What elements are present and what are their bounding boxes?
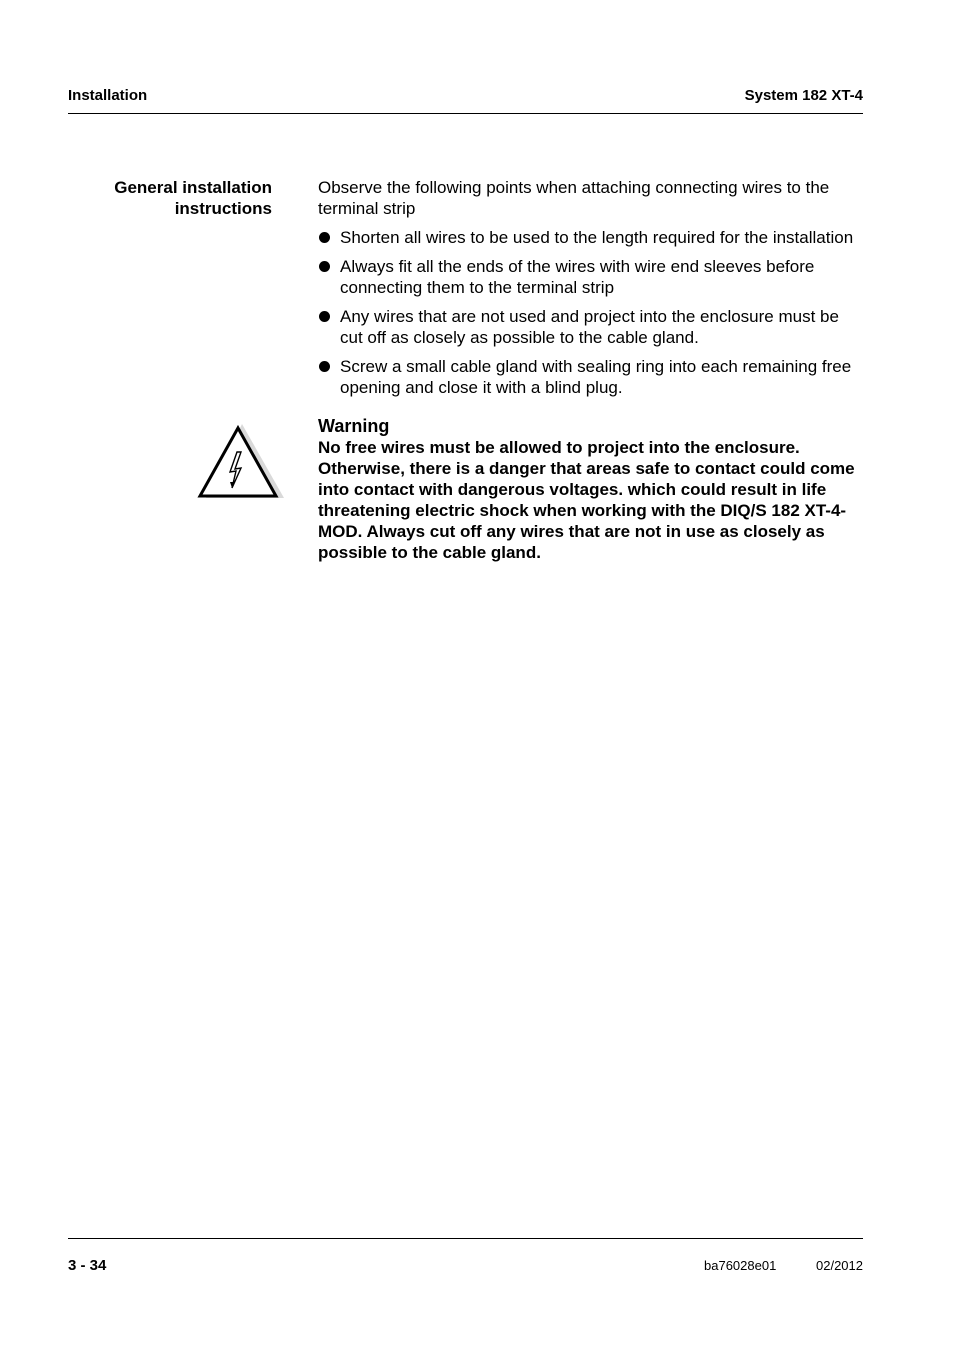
list-item-line: Shorten all wires to be used to the length required for the installation xyxy=(340,228,854,247)
list-item-line: opening and close it with a blind plug. xyxy=(340,378,623,397)
main-content xyxy=(318,177,868,406)
warning-line: into contact with dangerous voltages. which could result in life xyxy=(318,480,827,499)
intro-line: Observe the following points when attaching connecting wires to the xyxy=(318,178,830,197)
document-date: 02/2012 xyxy=(816,1258,863,1273)
side-heading xyxy=(52,177,272,219)
list-item xyxy=(318,256,868,298)
list-item-line: Screw a small cable gland with sealing ring into each remaining free xyxy=(340,357,852,376)
warning-title: Warning xyxy=(318,416,390,436)
header-product-name: System 182 XT-4 xyxy=(744,87,863,104)
bullet-icon xyxy=(319,311,330,322)
bullet-icon xyxy=(319,232,330,243)
side-heading-line: General installation xyxy=(114,178,272,197)
warning-line: threatening electric shock when working with the DIQ/S 182 XT-4- xyxy=(318,501,847,520)
warning-line: No free wires must be allowed to project into the enclosure. xyxy=(318,438,800,457)
side-heading-line: instructions xyxy=(174,199,272,218)
list-item-line: Any wires that are not used and project into the enclosure must be xyxy=(340,307,839,326)
intro-paragraph xyxy=(318,177,868,219)
intro-line: terminal strip xyxy=(318,199,416,218)
footer-divider xyxy=(68,1238,863,1239)
document-id: ba76028e01 xyxy=(704,1258,777,1273)
warning-text xyxy=(318,437,878,563)
list-item-line: Always fit all the ends of the wires with wire end sleeves before xyxy=(340,257,815,276)
list-item-line: connecting them to the terminal strip xyxy=(340,278,615,297)
bullet-icon xyxy=(319,361,330,372)
list-item xyxy=(318,306,868,348)
warning-line: Otherwise, there is a danger that areas safe to contact could come xyxy=(318,459,855,478)
warning-line: MOD. Always cut off any wires that are not in use as closely as xyxy=(318,522,825,541)
electric-shock-warning-icon xyxy=(196,420,286,502)
page-number: 3 - 34 xyxy=(68,1257,107,1274)
header-section-title: Installation xyxy=(68,87,148,104)
warning-line: possible to the cable gland. xyxy=(318,543,541,562)
list-item xyxy=(318,356,868,398)
bullet-icon xyxy=(319,261,330,272)
header-divider xyxy=(68,113,863,114)
list-item-line: cut off as closely as possible to the cable gland. xyxy=(340,328,699,347)
list-item xyxy=(318,227,868,248)
instruction-list xyxy=(318,227,868,398)
